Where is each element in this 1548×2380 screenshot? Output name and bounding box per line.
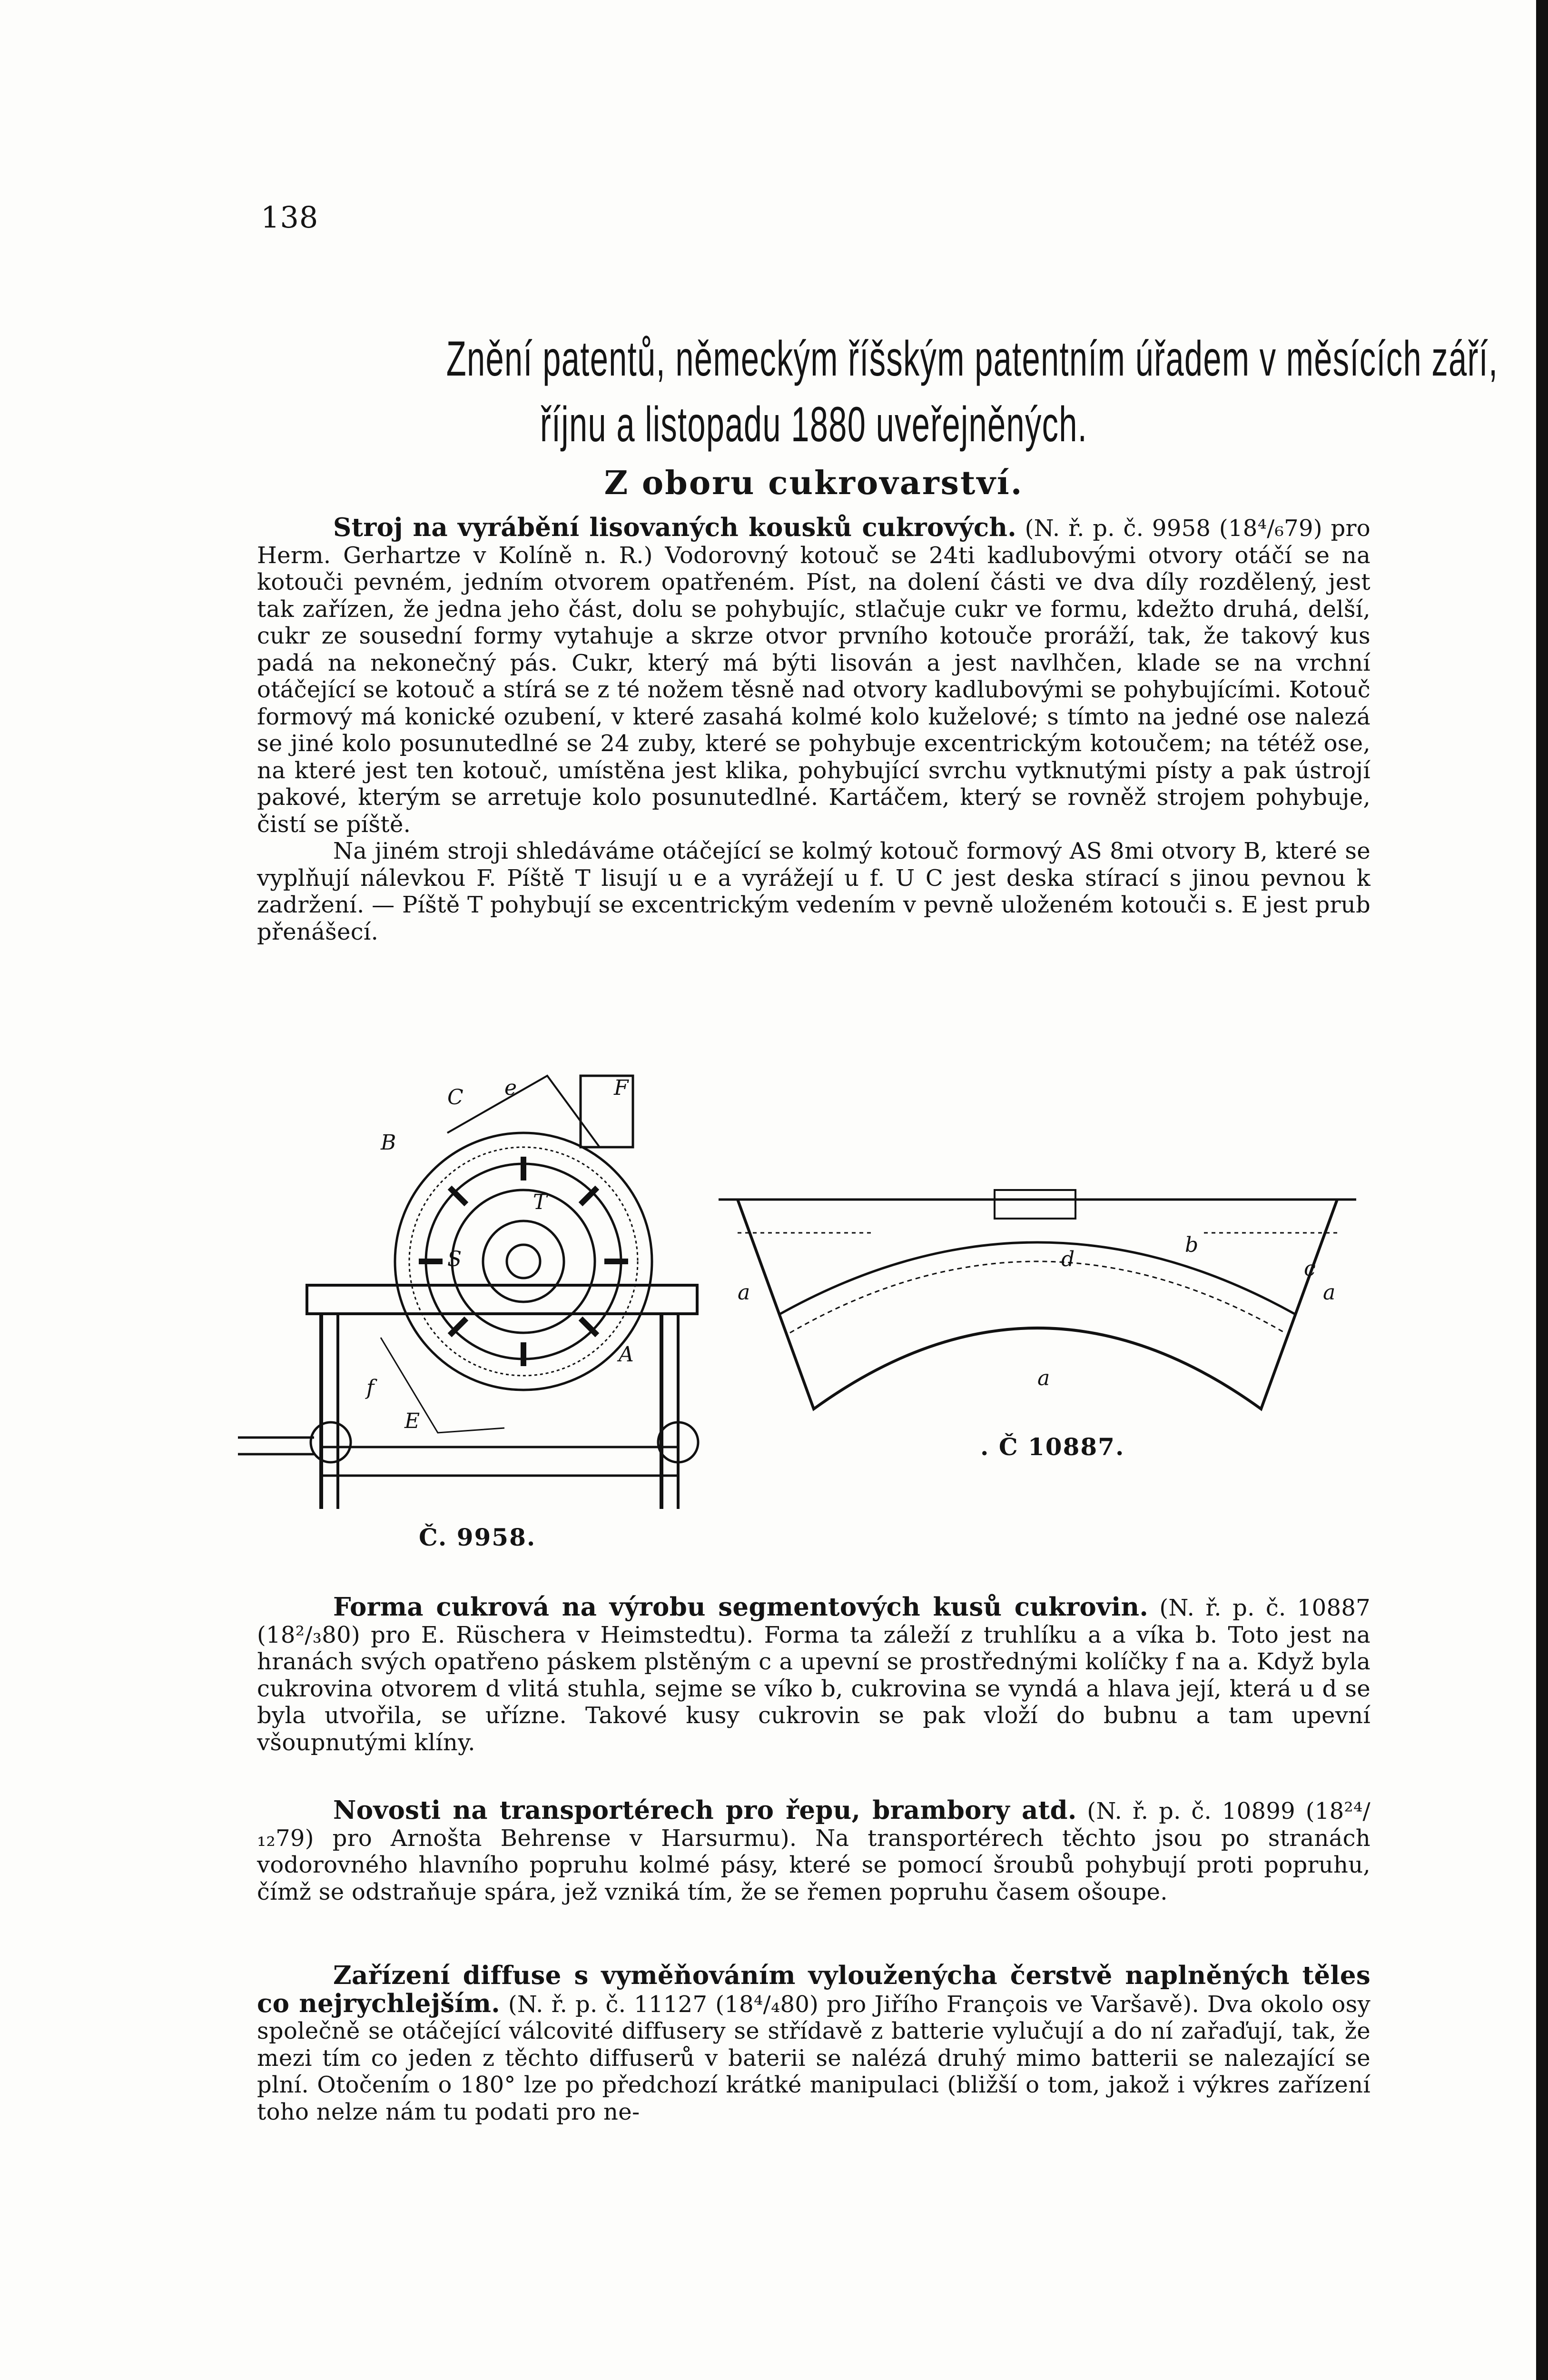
- article-diffusion: [257, 1962, 1371, 2125]
- label-b-right: b: [1185, 1233, 1199, 1257]
- article-segment-mould: [257, 1594, 1371, 1756]
- article-sugar-press: [257, 514, 1371, 945]
- figure-machine-9958: [238, 1066, 723, 1542]
- article-heading: Stroj na vyrábění lisovaných kousků cukrových.: [333, 513, 1016, 542]
- label-t: T: [533, 1190, 547, 1214]
- label-a-left: a: [738, 1280, 750, 1305]
- figure-caption-10887: . Č 10887.: [980, 1433, 1125, 1461]
- label-f2: f: [366, 1376, 375, 1400]
- article-body: (N. ř. p. č. 11127 (18⁴/₄80) pro Jiřího François ve Varšavě). Dva okolo osy společně se otáčející válcovité diffusery se střídavě z batterie vylučují a do ní zařaďují, tak, že mezi tím co jeden z těchto diffuserů v baterii se nalézá druhý mimo batterii se nalezající se plní. Otočením o 180° lze po předchozí krátké manipulaci (bližší o tom, jakož i výkres zařízení toho nelze nám tu podati pro ne-: [257, 1991, 1371, 2125]
- scan-edge: [1536, 0, 1548, 2380]
- article-heading: Forma cukrová na výrobu segmentových kusů cukrovin.: [333, 1592, 1149, 1622]
- article-body: (N. ř. p. č. 10887 (18²/₃80) pro E. Rüschera v Heimstedtu). Forma ta záleží z truhlíku a a víka b. Toto jest na hranách svých opatřeno páskem plstěným c a upevní se prostřednými kolíčky f na a. Když byla cukrovina otvorem d vlitá stuhla, sejme se víko b, cukrovina se vyndá a hlava její, která u d se byla utvořila, se uřízne. Takové kusy cukrovin se pak vloží do bubnu a tam upevní všoupnutými klíny.: [257, 1595, 1371, 1756]
- article-heading: Novosti na transportérech pro řepu, brambory atd.: [333, 1795, 1077, 1825]
- label-e2: E: [404, 1409, 420, 1433]
- label-c: C: [447, 1085, 463, 1110]
- label-b: B: [381, 1130, 396, 1155]
- title-line-2: říjnu a listopadu 1880 uveřejněných.: [540, 397, 1088, 452]
- label-c-right: c: [1304, 1257, 1316, 1281]
- label-a-right: a: [1323, 1280, 1336, 1305]
- figure-caption-9958: Č. 9958.: [419, 1523, 536, 1551]
- page-number: 138: [261, 200, 319, 235]
- label-e: e: [504, 1076, 517, 1100]
- article-heading: Zařízení diffuse s vyměňováním vylouženýcha čerstvě naplněných těles co nejrychlejším.: [257, 1961, 1371, 2018]
- article-body: (N. ř. p. č. 10899 (18²⁴/₁₂79) pro Arnošta Behrense v Harsurmu). Na transportérech těchto jsou po stranách vodorovného hlavního popruhu kolmé pásy, které se pomocí šroubů pohybují proti popruhu, čímž se odstraňuje spára, jež vzniká tím, že se řemen popruhu časem ošoupe.: [257, 1798, 1371, 1905]
- label-f: F: [614, 1076, 629, 1100]
- article-transporters: [257, 1797, 1371, 1905]
- label-a-bottom: a: [1037, 1366, 1050, 1390]
- title-line-1: Znění patentů, německým říšským patentním úřadem v měsících září,: [446, 331, 1499, 387]
- page-title: [446, 326, 1499, 457]
- label-d: d: [1061, 1247, 1075, 1271]
- article-body-continued: Na jiném stroji shledáváme otáčející se kolmý kotouč formový AS 8mi otvory B, které se vyplňují nálevkou F. Píště T lisují u e a vyrážejí u f. U C jest deska stírací s jinou pevnou k zadržení. — Píště T pohybují se excentrickým vedením v pevně uloženém kotouči s. E jest prub přenášecí.: [257, 838, 1371, 945]
- label-a: A: [619, 1342, 634, 1367]
- label-s: S: [447, 1247, 462, 1271]
- section-heading: Z oboru cukrovarství.: [604, 464, 1024, 502]
- article-body: (N. ř. p. č. 9958 (18⁴/₆79) pro Herm. Gerhartze v Kolíně n. R.) Vodorovný kotouč se 24ti kadlubovými otvory otáčí se na kotouči pevném, jedním otvorem opatřeném. Píst, na dolení části ve dva díly rozdělený, jest tak zařízen, že jedna jeho část, dolu se pohybujíc, stlačuje cukr ve formu, kdežto druhá, delší, cukr ze sousední formy vytahuje a skrze otvor prvního kotouče proráží, tak, že takový kus padá na nekonečný pás. Cukr, který má býti lisován a jest navlhčen, klade se na vrchní otáčející se kotouč a stírá se z té nožem těsně nad otvory kadlubovými se pohybujícími. Kotouč formový má konické ozubení, v které zasahá kolmé kolo kuželové; s tímto na jedné ose nalezá se jiné kolo posunutedlné se 24 zuby, které se pohybuje excentrickým kotoučem; na tétéž ose, na které jest ten kotouč, umístěna jest klika, pohybující svrchu vytknutými písty a pak ústrojí pakové, kterým se arretuje kolo posunutedlné. Kartáčem, který se rovněž strojem pohybuje, čistí se píště.: [257, 515, 1371, 838]
- figure-mould-10887: [709, 1180, 1366, 1447]
